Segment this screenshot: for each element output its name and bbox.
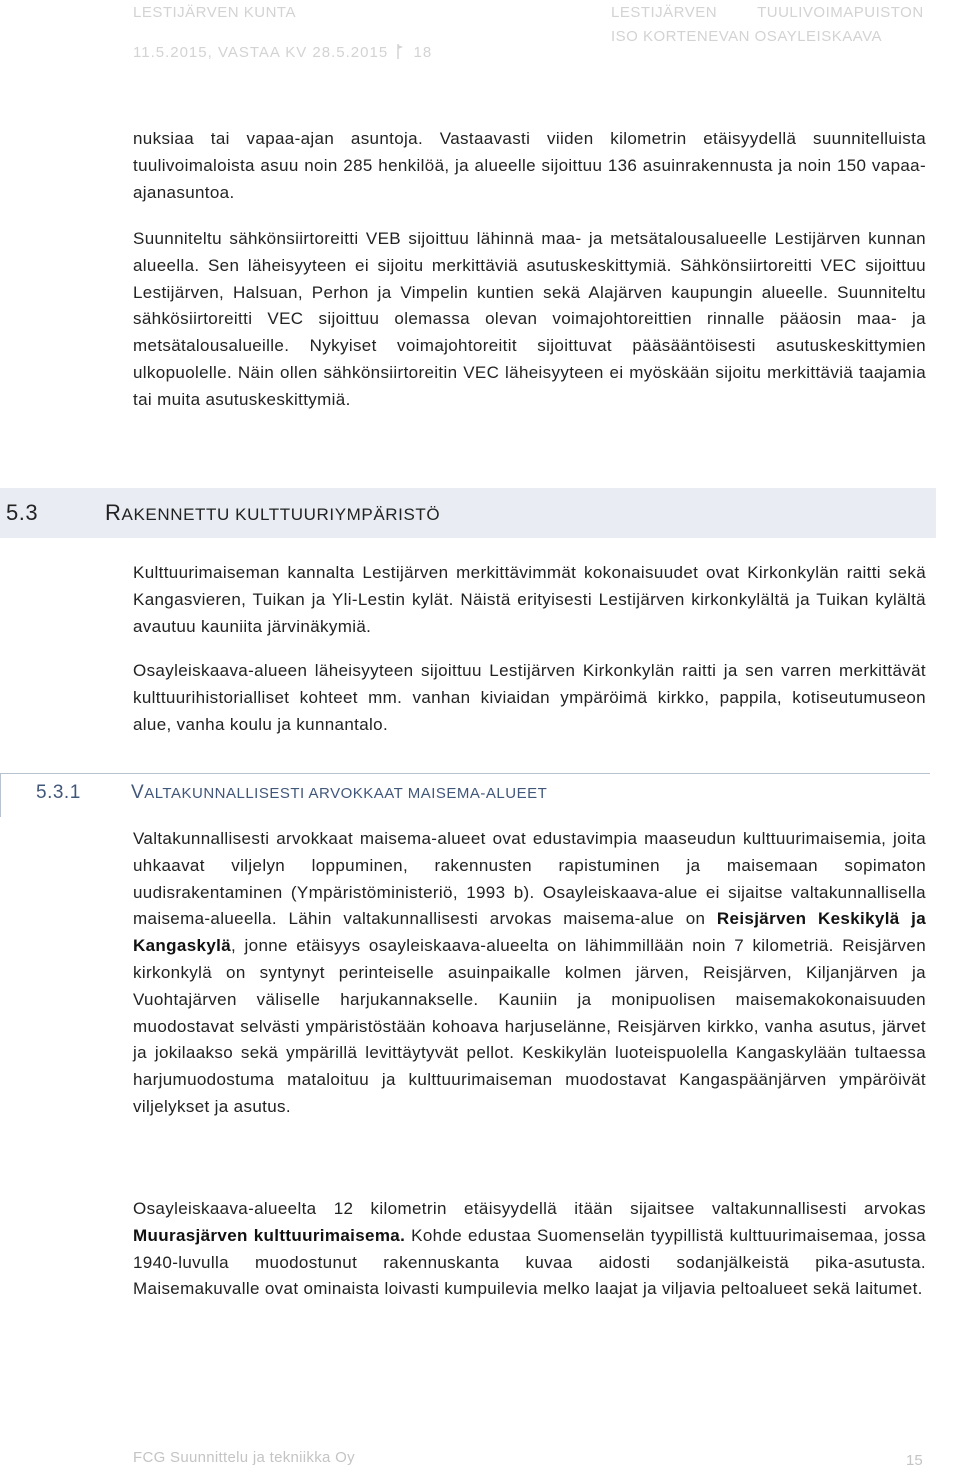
paragraph-village-road: Osayleiskaava-alueen läheisyyteen sijoittuu Lestijärven Kirkonkylän raitti ja sen varren merkittävät kulttuurihistorialliset kohteet mm. vanhan kiviaidan ympäröimä kirkko, pappila, kotiseutumuseon alue, vanha koulu ja kunnantalo. xyxy=(133,661,926,734)
subsection-number: 5.3.1 xyxy=(36,782,81,803)
header-municipality: LESTIJÄRVEN KUNTA xyxy=(133,4,296,21)
subsection-rule-top xyxy=(0,773,930,774)
p6-part-b: Kohde edustaa Suomenselän tyypillistä kulttuurimaisemaa, jossa 1940-luvulla muodostunut rakennuskanta kuvaa aidosti sodanjälkeistä pika-asutusta. Maisemakuvalle ovat ominaista loivasti kumpuilevia melko laajat ja viljavia peltoalueet sekä laitumet. xyxy=(133,1225,926,1299)
section-number: 5.3 xyxy=(6,500,39,525)
header-date-line xyxy=(133,44,432,61)
flag-icon xyxy=(397,44,404,59)
section-title-rest: AKENNETTU KULTTUURIYMPÄRISTÖ xyxy=(121,505,441,524)
paragraph-residents: nuksiaa tai vapaa-ajan asuntoja. Vastaavasti viiden kilometrin etäisyydellä suunnitelluista tuulivoimaloista asuu noin 285 henkilöä, ja alueelle sijoittuu 136 asuinrakennusta ja noin 150 vapaa-ajanasuntoa. xyxy=(133,129,926,202)
paragraph-cultural-landscape: Kulttuurimaiseman kannalta Lestijärven merkittävimmät kokonaisuudet ovat Kirkonkylän raitti sekä Kangasvieren, Tuikan ja Yli-Lestin kylät. Näistä erityisesti Lestijärven kirkonkylältä ja Tuikan kylältä avautuu kauniita järvinäkymiä. xyxy=(133,563,926,636)
subsection-title-initial: V xyxy=(131,782,145,803)
p5-part-a: Valtakunnallisesti arvokkaat maisema-alueet ovat edustavimpia maaseudun kulttuurimaisemia, joita uhkaavat viljelyn loppuminen, rakennusten rapistuminen ja maisemaan sopimaton uudisrakentaminen (Ympäristöministeriö, 1993 b). Osayleiskaava-alue ei sijaitse valtakunnallisella maisema-alueella. Lähin valtakunnallisesti arvokas maisema-alue on xyxy=(133,829,926,929)
header-date: 11.5.2015, VASTAA KV 28.5.2015 xyxy=(133,44,389,61)
section-title-initial: R xyxy=(105,500,122,525)
p5-bold-place: Reisjärven Keskikylä ja Kangaskylä xyxy=(133,909,926,956)
header-project xyxy=(611,2,924,48)
paragraph-power-lines: Suunniteltu sähkönsiirtoreitti VEB sijoittuu lähinnä maa- ja metsätalousalueelle Lestijärven kunnan alueella. Sen läheisyyteen ei sijoitu merkittäviä asutuskeskittymiä. Sähkönsiirtoreitti VEC sijoittuu Lestijärven, Halsuan, Perhon ja Vimpelin kuntien sekä Alajärven kaupungin alueelle. Suunniteltu sähkösiirtoreitti VEC sijoittuu olemassa olevan voimajohtoreittien rinnalle pääosin maa- ja metsätalousalueille. Nykyiset voimajohtoreitit sijoittuvat pääsääntöisesti asutuskeskittymien ulkopuolelle. Näin ollen sähkönsiirtoreitin VEC läheisyyteen ei myöskään sijoitu merkittäviä taajamia tai muita asutuskeskittymiä. xyxy=(133,229,926,409)
footer-page-number: 15 xyxy=(906,1452,923,1469)
subsection-title xyxy=(131,782,547,804)
p6-part-a: Osayleiskaava-alueelta 12 kilometrin etäisyydellä itään sijaitsee valtakunnallisesti arvokas xyxy=(133,1199,926,1218)
header-page-ref: 18 xyxy=(413,44,433,61)
p5-part-b: , jonne etäisyys osayleiskaava-alueelta on lähimmillään noin 7 kilometriä. Reisjärven kirkonkylä on syntynyt perinteiselle asuinpaikalle kolmen järven, Reisjärven, Kiljanjärven ja Vuohtajärven väliselle harjukannakselle. Kauniin ja monipuolisen maisemakokonaisuuden muodostavat selvästi ympäristöstään kohoava harjuselänne, Reisjärven kirkko, vanha asutus, järvet ja jokilaakso sekä ympärillä levittäytyvät pellot. Keskikylän luoteispuolella Kangaskylään tultaessa harjumuodostuma mataloituu ja kulttuurimaiseman muodostavat Kangaspäänjärven ympäröivät viljelykset ja asutus. xyxy=(133,936,926,1116)
header-plan-name: ISO KORTENEVAN OSAYLEISKAAVA xyxy=(611,28,883,45)
subsection-title-rest: ALTAKUNNALLISESTI ARVOKKAAT MAISEMA-ALUEET xyxy=(144,785,548,802)
subsection-rule-left xyxy=(0,773,1,817)
paragraph-national-landscapes xyxy=(133,826,926,1121)
paragraph-muurasjarvi xyxy=(133,1196,926,1303)
header-project-word2: TUULIVOIMAPUISTON xyxy=(757,4,924,21)
header-project-word1: LESTIJÄRVEN xyxy=(611,4,718,21)
footer-company: FCG Suunnittelu ja tekniikka Oy xyxy=(133,1449,355,1466)
section-title xyxy=(105,500,440,526)
p6-bold-place: Muurasjärven kulttuurimaisema. xyxy=(133,1225,406,1245)
